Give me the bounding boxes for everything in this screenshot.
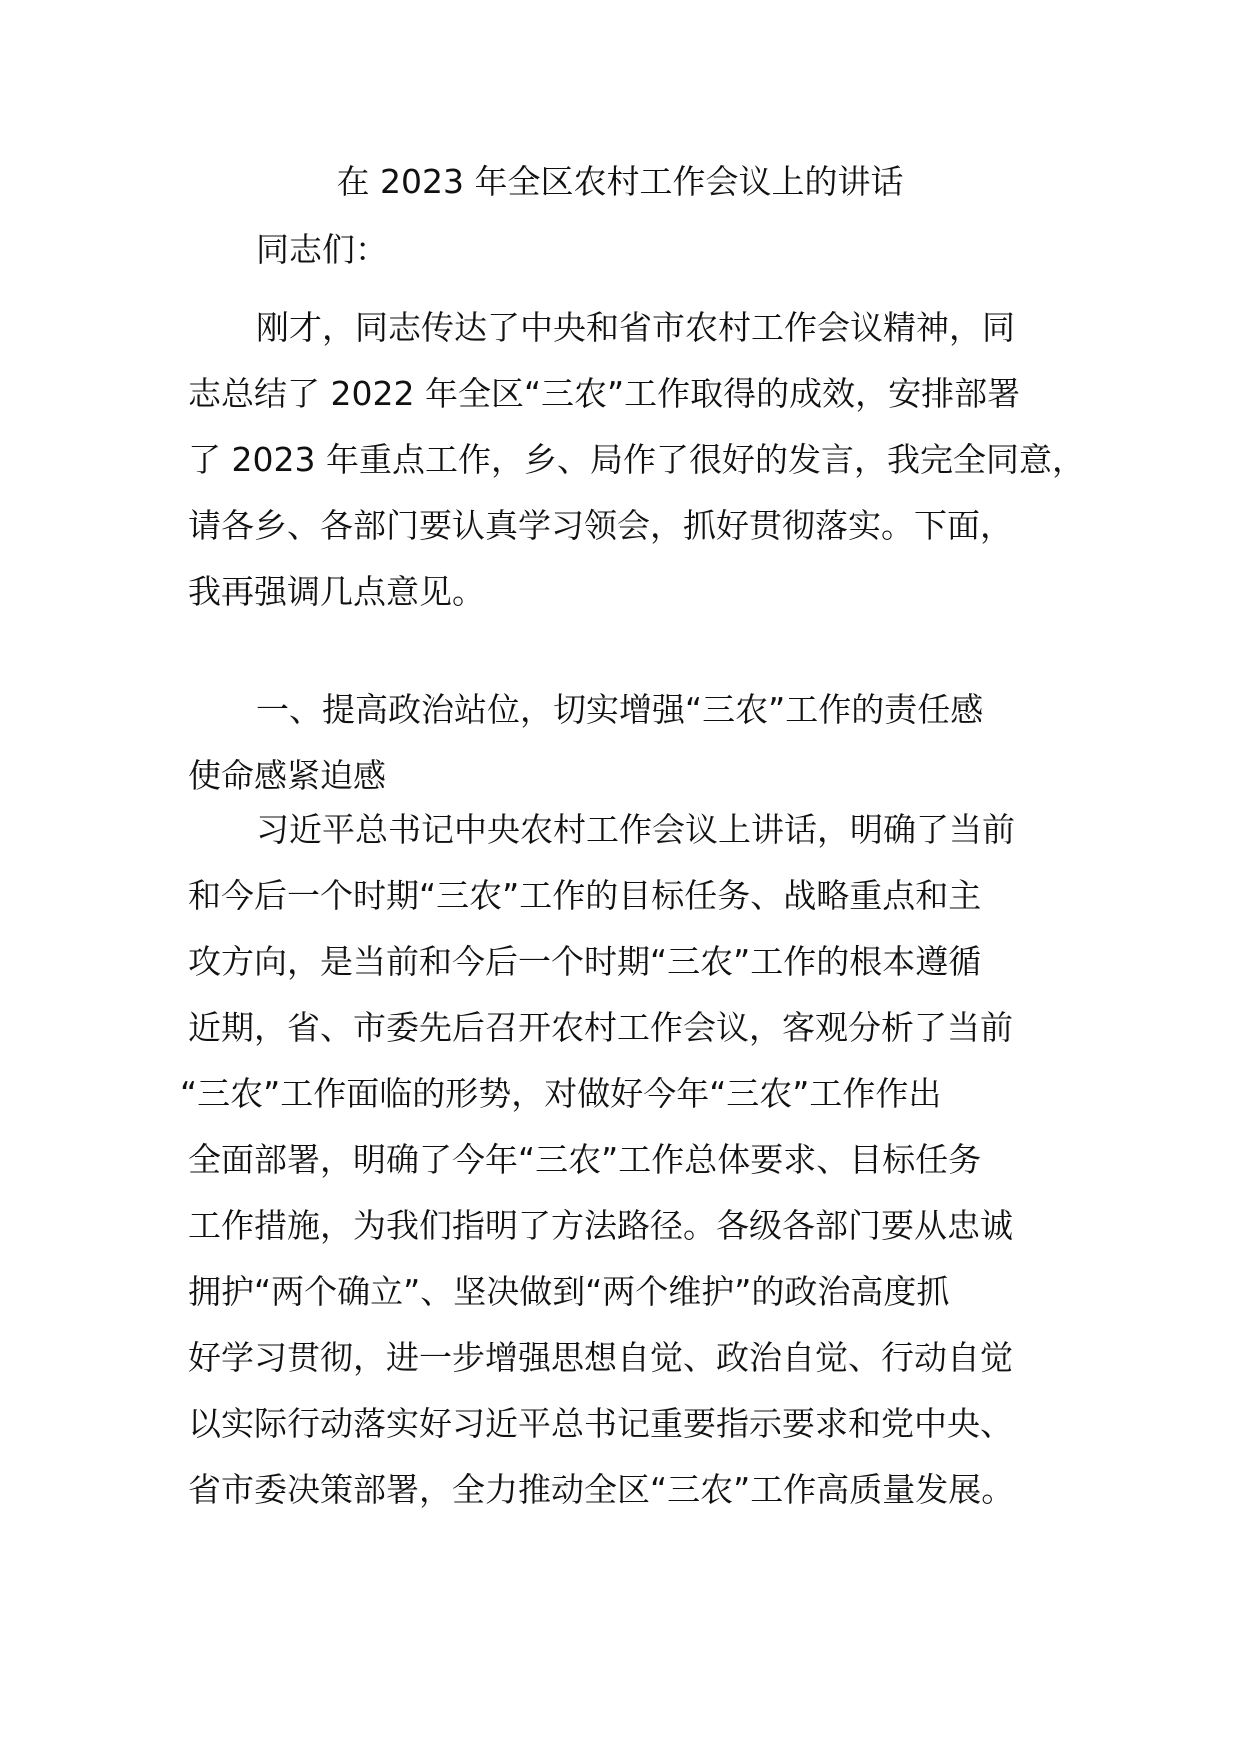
salutation: 同志们： <box>256 230 388 269</box>
paragraph-line: 好学习贯彻，进一步增强思想自觉、政治自觉、行动自觉 <box>188 1338 1013 1377</box>
paragraph-line: 刚才，同志传达了中央和省市农村工作会议精神，同 <box>256 308 1015 347</box>
paragraph-line: 请各乡、各部门要认真学习领会，抓好贯彻落实。下面， <box>188 506 1013 545</box>
heading-line: 一、提高政治站位，切实增强“三农”工作的责任感 <box>256 690 984 729</box>
paragraph-line: 了 2023 年重点工作，乡、局作了很好的发言，我完全同意， <box>188 440 1085 479</box>
salutation-block <box>188 217 1088 283</box>
paragraph-line: 志总结了 2022 年全区“三农”工作取得的成效，安排部署 <box>188 374 1021 413</box>
paragraph-line: 和今后一个时期“三农”工作的目标任务、战略重点和主 <box>188 876 982 915</box>
paragraph-body <box>180 797 1088 1523</box>
document-title: 在 2023 年全区农村工作会议上的讲话 <box>336 162 904 201</box>
paragraph-line: 全面部署，明确了今年“三农”工作总体要求、目标任务 <box>188 1140 982 1179</box>
heading-line: 使命感紧迫感 <box>188 756 386 795</box>
paragraph-line: 近期，省、市委先后召开农村工作会议，客观分析了当前 <box>188 1008 1013 1047</box>
paragraph-line: 习近平总书记中央农村工作会议上讲话，明确了当前 <box>256 810 1015 849</box>
paragraph-line: “三农”工作面临的形势，对做好今年“三农”工作作出 <box>180 1074 942 1113</box>
paragraph-line: 工作措施，为我们指明了方法路径。各级各部门要从忠诚 <box>188 1206 1013 1245</box>
paragraph-line: 我再强调几点意见。 <box>188 572 485 611</box>
paragraph-line: 以实际行动落实好习近平总书记重要指示要求和党中央、 <box>188 1404 1013 1443</box>
paragraph-line: 省市委决策部署，全力推动全区“三农”工作高质量发展。 <box>188 1470 1015 1509</box>
paragraph-line: 攻方向，是当前和今后一个时期“三农”工作的根本遵循 <box>188 942 982 981</box>
paragraph-line: 拥护“两个确立”、坚决做到“两个维护”的政治高度抓 <box>188 1272 950 1311</box>
section-heading-1 <box>188 677 1088 809</box>
paragraph-opening <box>188 295 1088 625</box>
